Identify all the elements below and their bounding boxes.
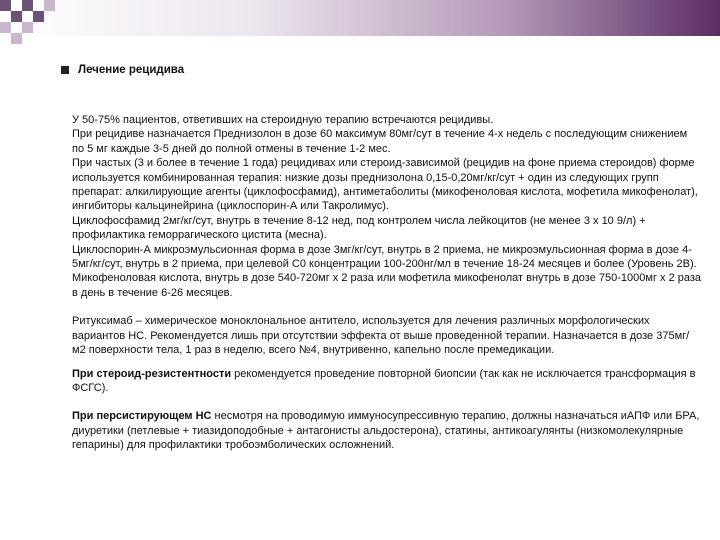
steroid-resistance-text: рекомендуется проведение повторной биопсии (так как не исключается трансформация в ФСГС). bbox=[72, 367, 696, 394]
slide-content bbox=[62, 64, 702, 453]
slide-heading: Лечение рецидива bbox=[78, 64, 185, 76]
spacer bbox=[62, 395, 702, 409]
paragraph-combined-therapy: При частых (3 и более в течение 1 года) рецидивах или стероид-зависимой (рецидив на фоне приема стероидов) форме используется комбинированная терапия: низкие дозы преднизолона 0,15-0,20мг/кг/сут + один из следующих групп препарат: алкилирующие агенты (циклофосфамид), антиметаболиты (микофеноловая кислота, мофетила микофенолат), ингибиторы кальцинейрина (циклоспорин-А или Такролимус). bbox=[72, 157, 698, 213]
paragraph-cyclosporine: Циклоспорин-А микроэмульсионная форма в дозе 3мг/кг/сут, внутрь в 2 приема, не микроэмульсионная форма в дозе 4-5мг/кг/сут, внутрь в 2 приема, при целевой С0 концентрации 100-200нг/мл в течение 18-24 месяцев и более (Уровень 2В). bbox=[72, 243, 697, 271]
paragraph-mycophenolate: Микофеноловая кислота, внутрь в дозе 540-720мг х 2 раза или мофетила микофенолат внутрь в дозе 750-1000мг х 2 раза в день в течение 6-26 месяцев. bbox=[72, 272, 702, 299]
paragraph-cyclophosphamide: Циклофосфамид 2мг/кг/сут, внутрь в течение 8-12 нед, под контролем числа лейкоцитов (не менее 3 х 10 9/л) + профилактика геморрагического цистита (месна). bbox=[72, 214, 646, 242]
spacer bbox=[62, 358, 702, 367]
paragraph-steroid-resistance bbox=[62, 367, 702, 396]
checker-decoration bbox=[0, 0, 60, 42]
steroid-resistance-label: При стероид-резистентности bbox=[72, 367, 232, 380]
spacer bbox=[62, 300, 702, 314]
persistent-ns-text: несмотря на проводимую иммуносупрессивную терапию, должны назначаться иАПФ или БРА, диуретики (петлевые + тиазидоподобные + антагонисты альдостерона), статины, антикоагулянты (низкомолекулярные гепарины) для профилактики тробоэмболических осложнений. bbox=[72, 410, 700, 452]
paragraph-rituximab: Ритуксимаб – химерическое моноклональное антитело, используется для лечения различных морфологических вариантов НС. Рекомендуется лишь при отсутствии эффекта от выше проведенной терапии. Назначается в дозе 375мг/м2 поверхности тела, 1 раз в неделю, всего №4, внутривенно, капельно после премедикации. bbox=[72, 315, 690, 357]
paragraph-prednisolone: При рецидиве назначается Преднизолон в дозе 60 максимум 80мг/сут в течение 4-х недель с последующим снижением по 5 мг каждые 3-5 дней до полной отмены в течение 1-2 мес. bbox=[72, 128, 688, 155]
header-decoration-bar bbox=[0, 0, 720, 36]
persistent-ns-label: При персистирующем НС bbox=[72, 410, 212, 423]
paragraph-persistent-ns bbox=[62, 409, 702, 452]
paragraph-relapse-rate: У 50-75% пациентов, ответивших на стероидную терапию встречаются рецидивы. bbox=[72, 114, 494, 126]
heading-row bbox=[62, 64, 702, 76]
bullet-square-icon bbox=[61, 66, 69, 74]
